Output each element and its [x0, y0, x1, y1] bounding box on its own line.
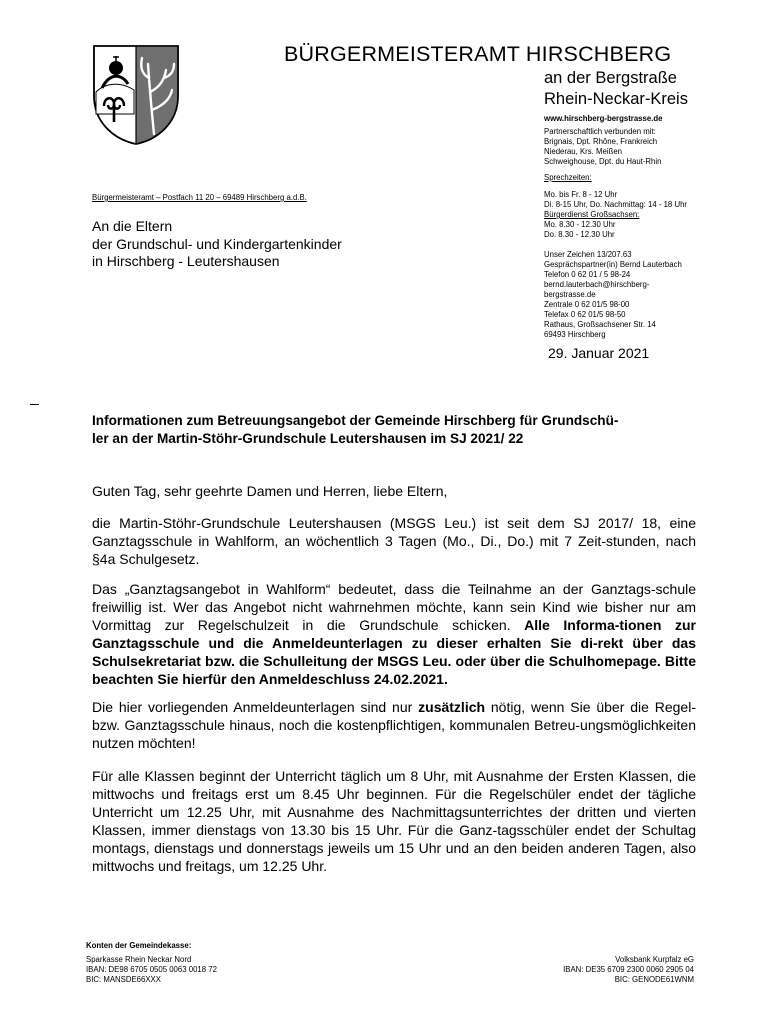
service-heading: Bürgerdienst Großsachsen: — [544, 210, 640, 219]
footer-heading: Konten der Gemeindekasse: — [86, 941, 192, 950]
letter-date: 29. Januar 2021 — [548, 345, 650, 361]
letter-subject: Informationen zum Betreuungsangebot der Gemeinde Hirschberg für Grundschü- ler an der Martin-Stöhr-Grundschule Leutershausen im SJ 2021/ 22 — [92, 413, 619, 446]
footer-bank-left: Sparkasse Rhein Neckar Nord IBAN: DE98 6705 0505 0063 0018 72 BIC: MANSDE66XXX — [86, 955, 217, 984]
office-district: Rhein-Neckar-Kreis — [544, 90, 688, 108]
office-hours-heading: Sprechzeiten: — [544, 173, 592, 182]
recipient-address: An die Eltern der Grundschul- und Kindergartenkinder in Hirschberg - Leutershausen — [92, 218, 342, 269]
paragraph-school-status: die Martin-Stöhr-Grundschule Leutershausen (MSGS Leu.) ist seit dem SJ 2017/ 18, eine Ganztagsschule in Wahlform, an wöchentlich 3 Tagen (Mo., Di., Do.) mit 7 Zeit-stunden, nach §4a Schulgesetz. — [92, 515, 696, 567]
paragraph-schedule: Für alle Klassen beginnt der Unterricht täglich um 8 Uhr, mit Ausnahme der Ersten Klassen, die mittwochs und freitags erst um 8.45 Uhr beginnen. Für die Regelschüler endet der tägliche Unterricht um 12.25 Uhr, mit Ausnahme des Nachmittagsunterrichtes der dritten und vierten Klassen, immer dienstags von 13.30 bis 15 Uhr. Für die Ganz-tagsschüler endet der Schultag montags, dienstags und donnerstags jeweils um 15 Uhr und an den beiden anderen Tagen, also mittwochs und freitags, um 12.25 Uhr. — [92, 768, 696, 874]
paragraph-registration-note: Die hier vorliegenden Anmeldeunterlagen sind nur zusätzlich nötig, wenn Sie über die Regel- bzw. Ganztagsschule hinaus, noch die kostenpflichtigen, kommunalen Betreu-ungsmöglichkeiten nutzen möchten! — [92, 699, 696, 751]
footer-bank-right: Volksbank Kurpfalz eG IBAN: DE35 6709 2300 0060 2905 04 BIC: GENODE61WNM — [563, 955, 694, 984]
sender-return-address: Bürgermeisteramt – Postfach 11 20 – 69489 Hirschberg a.d.B. — [92, 193, 307, 202]
contact-info: Unser Zeichen 13/207.63 Gesprächspartner(in) Bernd Lauterbach Telefon 0 62 01 / 5 98-24 bernd.lauterbach@hirschberg- bergstrasse.de Zentrale 0 62 01/5 98-00 Telefax 0 62 01/5 98-50 Rathaus, Großsachsener Str. 14 69493 Hirschberg — [544, 250, 682, 339]
municipal-crest-logo — [92, 44, 180, 146]
office-title: BÜRGERMEISTERAMT HIRSCHBERG — [284, 42, 672, 66]
letter-greeting: Guten Tag, sehr geehrte Damen und Herren, liebe Eltern, — [92, 483, 448, 499]
website-link[interactable]: www.hirschberg-bergstrasse.de — [544, 114, 663, 123]
contact-email[interactable]: bernd.lauterbach@hirschberg- — [544, 280, 650, 289]
office-hours: Mo. bis Fr. 8 - 12 Uhr Di. 8-15 Uhr, Do. Nachmittag: 14 - 18 Uhr Bürgerdienst Großsachsen: Mo. 8.30 - 12.30 Uhr Do. 8.30 - 12.30 Uhr — [544, 190, 688, 239]
office-subtitle: an der Bergstraße — [544, 69, 677, 87]
paragraph-ganztag-info: Das „Ganztagsangebot in Wahlform“ bedeutet, dass die Teilnahme an der Ganztags-schule freiwillig ist. Wer das Angebot nicht wahrnehmen möchte, kann sein Kind wie bisher nur am Vormittag zur Regelschulzeit in die Grundschule schicken. Alle Informa-tionen zur Ganztagsschule und die Anmeldeunterlagen zu dieser erhalten Sie di-rekt über das Schulsekretariat bzw. die Schulleitung der MSGS Leu. oder über die Schulhomepage. Bitte beachten Sie hierfür den Anmeldeschluss 24.02.2021. — [92, 581, 696, 687]
partnership-info: Partnerschaftlich verbunden mit: Brignais, Dpt. Rhône, Frankreich Niederau, Krs. Meißen Schweighouse, Dpt. du Haut-Rhin — [544, 127, 662, 166]
fold-mark — [30, 404, 39, 405]
